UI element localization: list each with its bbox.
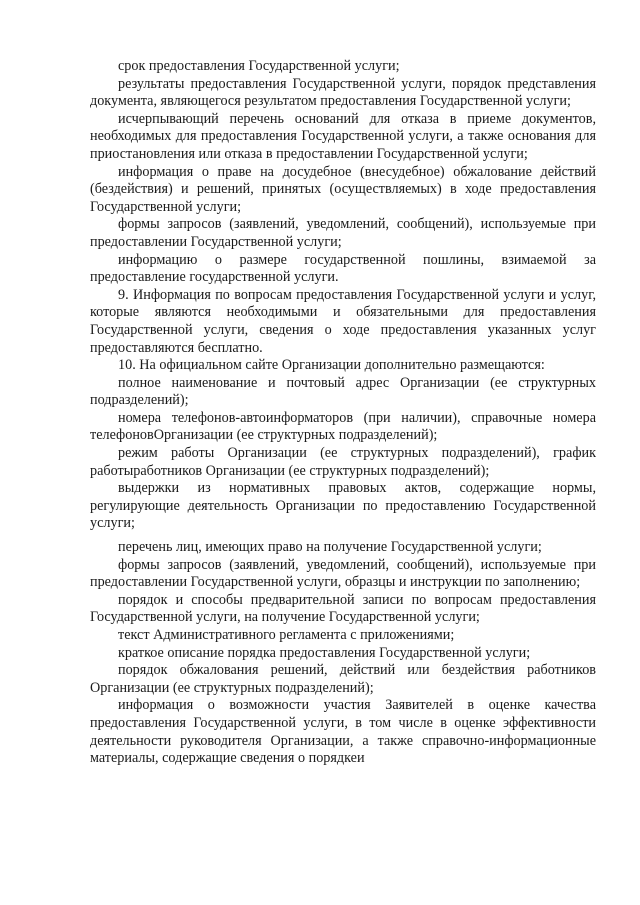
paragraph-service-term: срок предоставления Государственной услуги; [118,58,400,74]
paragraph-work-schedule: режим работы Организации (ее структурных подразделений), график работыработников Организации (ее структурных подразделений); [90,445,596,479]
paragraph-refusal-grounds: исчерпывающий перечень оснований для отказа в приеме документов, необходимых для предоставления Государственной услуги, а также основания для приостановления или отказа в предоставлении Государственной услуги; [90,110,596,162]
paragraph-org-name-address: полное наименование и почтовый адрес Организации (ее структурных подразделений); [90,374,596,409]
paragraph-phone-numbers: номера телефонов-автоинформаторов (при наличии), справочные номера телефоновОрганизации (ее структурных подразделений); [90,409,596,444]
paragraph-appeal-right: информация о праве на досудебное (внесудебное) обжалование действий (бездействия) и решений, принятых (осуществляемых) в ходе предоставления Государственной услуги; [90,163,596,215]
paragraph-request-forms: формы запросов (заявлений, уведомлений, сообщений), используемые при предоставлении Государственной услуги; [90,216,596,250]
paragraph-quality-assessment: информация о возможности участия Заявителей в оценке качества предоставления Государственной услуги, в том числе в оценке эффективности деятельности руководителя Организации, а также справочно-информационные материалы, содержащие сведения о порядкеи [90,697,596,767]
paragraph-regulation-text: текст Административного регламента с приложениями; [118,627,455,643]
paragraph-state-fee: информацию о размере государственной пошлины, взимаемой за предоставление государственной услуги. [90,251,596,286]
paragraph-service-results: результаты предоставления Государственной услуги, порядок представления документа, являющегося результатом предоставления Государственной услуги; [90,75,596,110]
paragraph-item-9: 9. Информация по вопросам предоставления Государственной услуги и услуг, которые являются необходимыми и обязательными для предоставления Государственной услуги, сведения о ходе предоставления указанных услуг предоставляются бесплатно. [90,286,596,356]
document-body [90,58,596,768]
paragraph-appointment-procedure: порядок и способы предварительной записи по вопросам предоставления Государственной услуги, на получение Государственной услуги; [90,591,596,626]
paragraph-eligible-persons: перечень лиц, имеющих право на получение Государственной услуги; [118,539,542,556]
paragraph-item-10: 10. На официальном сайте Организации дополнительно размещаются: [118,357,545,374]
paragraph-request-samples: формы запросов (заявлений, уведомлений, сообщений), используемые при предоставлении Государственной услуги, образцы и инструкции по заполнению; [90,556,596,591]
paragraph-appeal-procedure: порядок обжалования решений, действий или бездействия работников Организации (ее структурных подразделений); [90,662,596,696]
paragraph-legal-excerpts: выдержки из нормативных правовых актов, содержащие нормы, регулирующие деятельность Организации по предоставлению Государственной услуги; [90,480,596,532]
paragraph-procedure-summary: краткое описание порядка предоставления Государственной услуги; [118,644,531,661]
